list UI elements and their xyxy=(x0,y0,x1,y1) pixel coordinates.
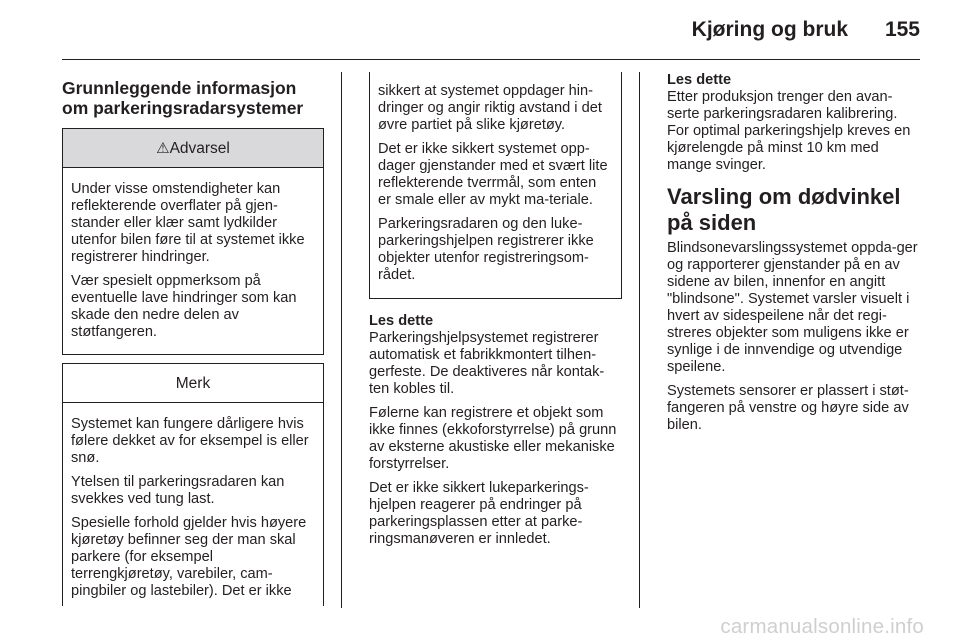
note-paragraph: sikkert at systemet oppdager hin-dringer og angir riktig avstand i det øvre partiet på slike kjøretøy. xyxy=(378,83,602,133)
column-2 xyxy=(369,72,622,555)
les-dette-paragraph: Det er ikke sikkert lukeparkerings-hjelpen reagerer på endringer på parkeringsplassen etter at parke-ringsmanøveren er innledet. xyxy=(369,480,589,547)
body-paragraph: Systemets sensorer er plassert i støt-fangeren på venstre og høyre side av bilen. xyxy=(667,383,909,433)
les-dette-paragraph: Parkeringshjelpsystemet registrerer automatisk et fabrikkmontert tilhen-gerfeste. De deaktiveres når kontak-ten kobles til. xyxy=(369,330,605,397)
note-paragraph: Spesielle forhold gjelder hvis høyere kjøretøy befinner seg der man skal parkere (for eksempel terrengkjøretøy, varebiler, cam-pingbiler og lastebiler). Det er ikke xyxy=(71,515,307,599)
column-3 xyxy=(667,72,921,441)
section-title-parking-radar: Grunnleggende informasjon om parkeringsradarsystemer xyxy=(62,78,304,118)
les-dette-paragraph: Etter produksjon trenger den avan-serte parkeringsradaren kalibrering. For optimal parkeringshjelp kreves en kjørelengde på minst 10 km med mange svinger. xyxy=(667,89,911,173)
les-dette-paragraph: Følerne kan registrere et objekt som ikke finnes (ekkoforstyrrelse) på grunn av eksterne akustiske eller mekaniske forstyrrelser. xyxy=(369,405,617,472)
column-divider-1 xyxy=(341,72,342,608)
warning-paragraph: Under visse omstendigheter kan reflekterende overflater på gjen-stander eller klær samt lydkilder utenfor bilen føre til at systemet ikke registrerer hindringer. xyxy=(71,181,305,265)
warning-box-body xyxy=(63,168,323,354)
note-paragraph: Ytelsen til parkeringsradaren kan svekkes ved tung last. xyxy=(71,474,285,507)
watermark: carmanualsonline.info xyxy=(720,615,924,638)
warning-box xyxy=(62,128,324,355)
note-paragraph: Parkeringsradaren og den luke-parkeringshjelpen registrerer ikke objekter utenfor registreringsom-rådet. xyxy=(378,216,594,283)
warning-box-header xyxy=(63,129,323,168)
les-dette-title: Les dette xyxy=(667,72,732,88)
warning-triangle-icon: ⚠ xyxy=(156,140,170,157)
page-number: 155 xyxy=(884,18,920,41)
note-paragraph: Det er ikke sikkert systemet opp-dager gjenstander med et svært lite reflekterende tverrmål, som enten er smale eller av mykt ma-teriale. xyxy=(378,141,608,208)
column-divider-2 xyxy=(639,72,640,608)
column-1 xyxy=(62,70,324,606)
section-title-blind-spot: Varsling om dødvinkel på siden xyxy=(667,184,901,235)
page-header xyxy=(0,0,960,62)
les-dette-block xyxy=(369,313,622,548)
note-box-continued xyxy=(369,72,622,299)
les-dette-block xyxy=(667,72,921,174)
les-dette-title: Les dette xyxy=(369,313,434,329)
note-box-header: Merk xyxy=(63,364,323,403)
warning-paragraph: Vær spesielt oppmerksom på eventuelle lave hindringer som kan skade den nedre delen av støtfangeren. xyxy=(71,273,297,340)
note-box-body xyxy=(63,403,323,606)
warning-label: Advarsel xyxy=(169,140,230,157)
note-paragraph: Systemet kan fungere dårligere hvis følere dekket av for eksempel is eller snø. xyxy=(71,416,309,466)
header-divider xyxy=(62,59,920,60)
body-paragraph: Blindsonevarslingssystemet oppda-ger og rapporterer gjenstander på en av sidene av bilen, innenfor en angitt "blindsone". Systemet varsler visuelt i hvert av sidespeilene når det regi-streres objekter som muligens ikke er synlige i de innvendige og utvendige speilene. xyxy=(667,240,918,375)
note-box xyxy=(62,363,324,606)
chapter-title: Kjøring og bruk xyxy=(691,18,848,41)
